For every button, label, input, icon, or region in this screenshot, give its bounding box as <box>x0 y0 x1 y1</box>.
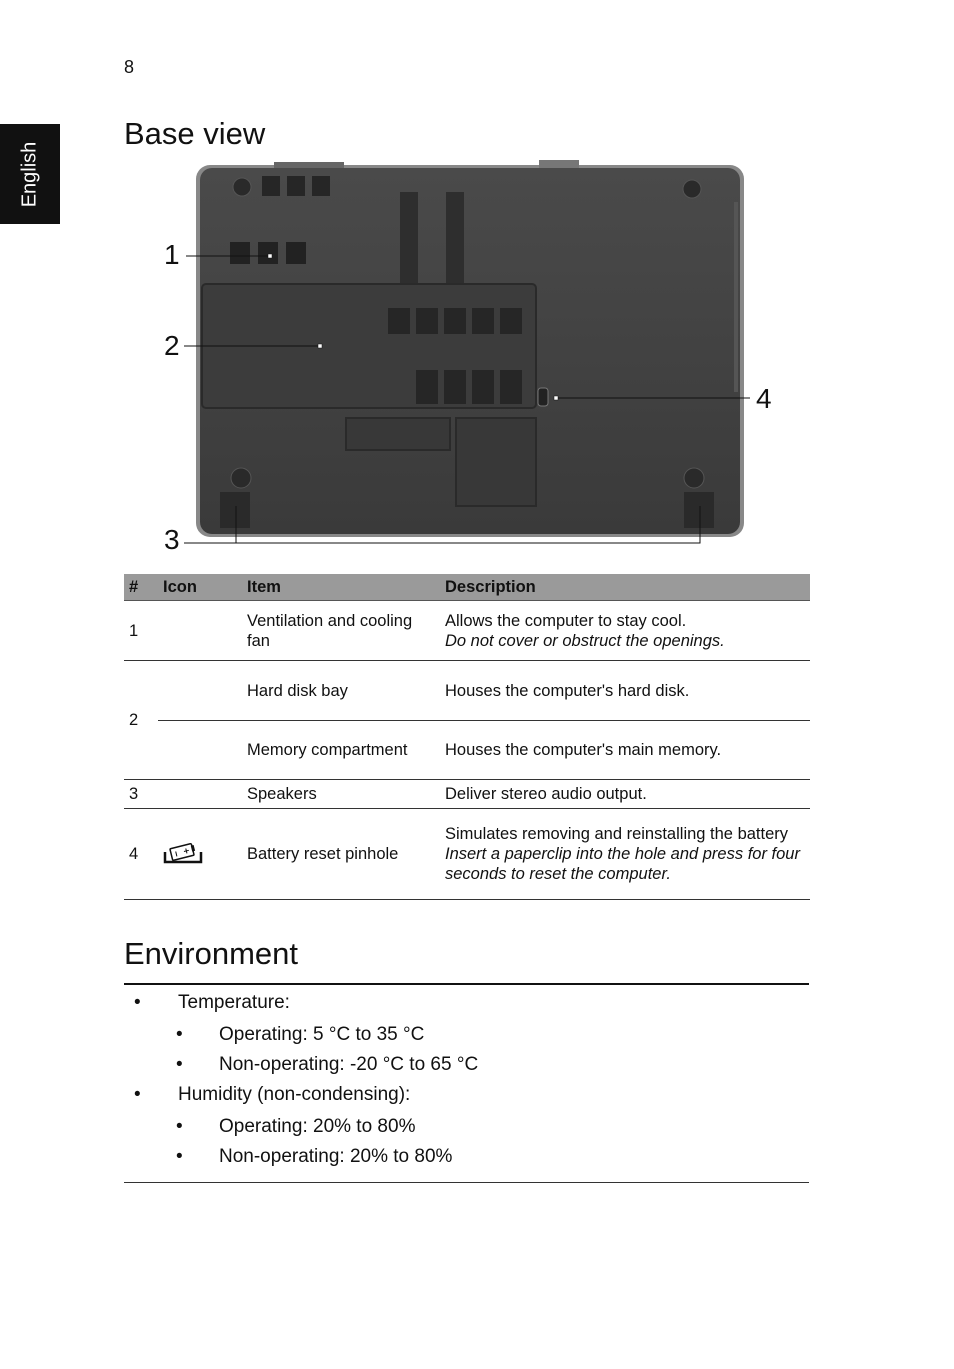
callout-2: 2 <box>164 330 180 361</box>
table-header-row <box>124 574 810 601</box>
language-tab-label: English <box>18 141 41 207</box>
bullet: • <box>176 1054 183 1075</box>
speaker-grille <box>220 492 250 528</box>
row-number: 1 <box>124 601 158 661</box>
row-description <box>440 809 810 900</box>
row-item: Memory compartment <box>242 721 440 780</box>
row-item: Ventilation and cooling fan <box>242 601 440 661</box>
rubber-foot <box>231 468 251 488</box>
list-subitem <box>124 1146 809 1176</box>
page-number: 8 <box>124 57 135 77</box>
list-item-label: Temperature: <box>178 992 290 1013</box>
environment-heading: Environment <box>124 936 299 971</box>
row-icon-empty <box>158 661 242 721</box>
table-row <box>124 721 810 780</box>
laptop-base-illustration <box>124 160 814 560</box>
bullet: • <box>134 992 141 1013</box>
section-divider <box>124 1182 809 1183</box>
list-subitem-label: Non-operating: 20% to 80% <box>219 1146 453 1167</box>
table-row <box>124 809 810 900</box>
list-subitem <box>124 1116 809 1146</box>
row-description: Houses the computer's main memory. <box>440 721 810 780</box>
language-tab <box>0 124 60 224</box>
list-subitem <box>124 1054 809 1084</box>
table-row <box>124 780 810 809</box>
row-number: 3 <box>124 780 158 809</box>
table-row <box>124 601 810 661</box>
battery-reset-icon <box>163 838 203 866</box>
rubber-foot <box>233 178 251 196</box>
row-item: Hard disk bay <box>242 661 440 721</box>
row-icon-empty <box>158 721 242 780</box>
row-description-text: Allows the computer to stay cool. <box>445 611 687 630</box>
bullet: • <box>176 1024 183 1045</box>
col-header-description: Description <box>440 574 810 601</box>
list-item <box>124 992 809 1022</box>
row-icon-empty <box>158 601 242 661</box>
section-divider <box>124 983 809 985</box>
lower-panel <box>346 418 450 450</box>
bullet: • <box>176 1116 183 1137</box>
side-edge <box>734 202 738 392</box>
list-item-label: Humidity (non-condensing): <box>178 1084 411 1105</box>
row-description: Deliver stereo audio output. <box>440 780 810 809</box>
row-number: 4 <box>124 809 158 900</box>
pinhole <box>538 388 548 406</box>
row-number: 2 <box>124 661 158 780</box>
callout-4: 4 <box>756 383 772 414</box>
rubber-foot <box>684 468 704 488</box>
row-description-text: Simulates removing and reinstalling the battery <box>445 825 789 843</box>
lower-panel <box>456 418 536 506</box>
row-item: Speakers <box>242 780 440 809</box>
hinge-tab <box>539 160 579 168</box>
fan-vents <box>230 242 306 264</box>
list-item <box>124 1084 809 1114</box>
row-item: Battery reset pinhole <box>242 809 440 900</box>
list-subitem-label: Operating: 20% to 80% <box>219 1116 416 1137</box>
hinge-edge <box>274 162 344 168</box>
row-description: Houses the computer's hard disk. <box>440 661 810 721</box>
callout-1: 1 <box>164 239 180 270</box>
row-note: Insert a paperclip into the hole and press for four seconds to reset the computer. <box>445 845 800 883</box>
col-header-item: Item <box>242 574 440 601</box>
rubber-foot <box>683 180 701 198</box>
row-note: Do not cover or obstruct the openings. <box>445 631 725 650</box>
col-header-num: # <box>124 574 158 601</box>
laptop-base-figure <box>124 160 814 560</box>
list-subitem-label: Non-operating: -20 °C to 65 °C <box>219 1054 479 1075</box>
list-subitem-label: Operating: 5 °C to 35 °C <box>219 1024 425 1045</box>
row-description <box>440 601 810 661</box>
bullet: • <box>134 1084 141 1105</box>
speaker-grille <box>684 492 714 528</box>
row-icon <box>158 809 242 900</box>
list-subitem <box>124 1024 809 1054</box>
row-icon-empty <box>158 780 242 809</box>
callout-3: 3 <box>164 524 180 555</box>
top-vents <box>262 176 330 196</box>
bullet: • <box>176 1146 183 1167</box>
col-header-icon: Icon <box>158 574 242 601</box>
base-view-heading: Base view <box>124 116 266 151</box>
environment-list <box>124 992 809 1176</box>
table-row <box>124 661 810 721</box>
base-view-table <box>124 574 810 900</box>
